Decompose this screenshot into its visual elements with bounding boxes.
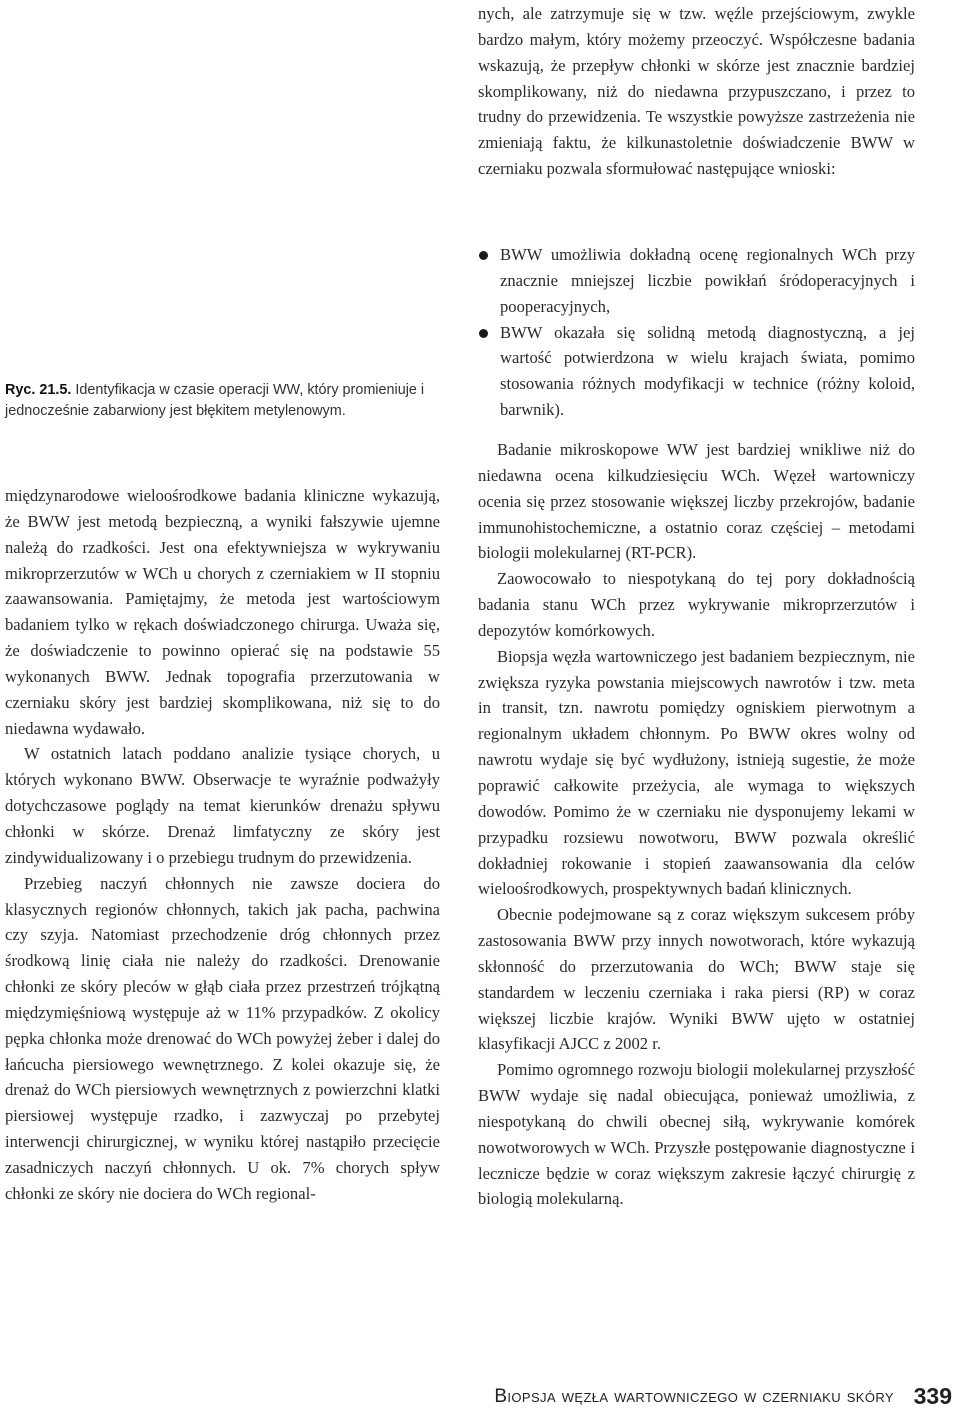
paragraph: nych, ale zatrzymuje się w tzw. węźle przejściowym, zwykle bardzo małym, który możemy przeoczyć. Współczesne badania wskazują, że przepływ chłonki w skórze jest znacznie bardziej skomplikowany, niż do niedawna przypuszczano, i przez to trudny do przewidzenia. Te wszystkie powyższe zastrzeżenia nie zmieniają faktu, że kilkunastoletnie doświadczenie BWW w czerniaku pozwala sformułować następujące wnioski: [478,4,915,179]
paragraph: Badanie mikroskopowe WW jest bardziej wnikliwe niż do niedawna ocena kilkudziesięciu WCh. Węzeł wartowniczy ocenia się przez stosowanie większej liczby przekrojów, badanie immunohistochemiczne, a ostatnio coraz częściej – metodami biologii molekularnej (RT-PCR). [478,440,915,563]
running-title: Biopsja węzła wartowniczego w czerniaku skóry [494,1386,894,1407]
page-footer [406,1383,954,1415]
paragraph: Biopsja węzła wartowniczego jest badaniem bezpiecznym, nie zwiększa ryzyka powstania miejscowych nawrotów i tzw. meta in transit, tzn. nawrotu pomiędzy ogniskiem pierwotnym a regionalnym układem chłonnym. Po BWW okres wolny od nawrotu wydaje się być wydłużony, istnieją sugestie, że może poprawić całkowite przeżycia, ale wymaga to większych dowodów. Pomimo że w czerniaku nie dysponujemy lekami w przypadku rozsiewu nowotworu, BWW pozwala określić dokładniej rokowanie i stopień zaawansowania dla celów wieloośrodkowych, prospektywnych badań klinicznych. [478,646,915,899]
bullet-dot-icon [479,251,488,260]
figure-label: Ryc. 21.5. [5,382,72,398]
paragraph: międzynarodowe wieloośrodkowe badania kliniczne wykazują, że BWW jest metodą bezpieczną, a wyniki fałszywie ujemne należą do rzadkości. Jest ona efektywniejsza w wykrywaniu mikroprzerzutów w WCh u chorych z czerniakiem w II stopniu zaawansowania. Pamiętajmy, że metoda jest wartościowym badaniem tylko w rękach doświadczonego chirurga. Uważa się, że doświadczenie to powinno opierać się na podstawie 55 wykonanych BWW. Jednak topografia przerzutowania w czerniaku skóry jest bardziej skomplikowana, niż się to do niedawna wydawało. [5,486,440,738]
list-item-text: BWW umożliwia dokładną ocenę regionalnych WCh przy znacznie mniejszej liczbie powikłań śródoperacyjnych i pooperacyjnych, [500,245,915,316]
figure-caption-text: Identyfikacja w czasie operacji WW, który promieniuje i jednocześnie zabarwiony jest błękitem metylenowym. [5,382,425,419]
page-number: 339 [913,1383,952,1409]
conclusions-list [478,242,915,423]
bullet-dot-icon [479,329,488,338]
paragraph: Pomimo ogromnego rozwoju biologii molekularnej przyszłość BWW wydaje się nadal obiecująca, ponieważ umożliwia, z niespotykaną do chwili obecnej siłą, wykrywanie komórek nowotworowych w WCh. Przyszłe postępowanie diagnostyczne i lecznicze będzie w coraz większym zakresie łączyć chirurgię z biologią molekularną. [478,1060,915,1209]
list-item [478,242,915,320]
right-column-top [478,1,915,182]
paragraph: Zaowocowało to niespotykaną do tej pory dokładnością badania stanu WCh przez wykrywanie mikroprzerzutów i depozytów komórkowych. [478,569,915,640]
paragraph: Obecnie podejmowane są z coraz większym sukcesem próby zastosowania BWW przy innych nowotworach, które wykazują skłonność do przerzutowania do WCh; BWW staje się standardem w leczeniu czerniaka i raka piersi (RP) w coraz większej liczbie krajów. Wyniki BWW ujęto w ostatniej klasyfikacji AJCC z 2002 r. [478,905,915,1054]
list-item [478,320,915,423]
left-column [5,483,440,1207]
paragraph: W ostatnich latach poddano analizie tysiące chorych, u których wykonano BWW. Obserwacje te wyraźnie podważyły dotychczasowe poglądy na temat kierunków drenażu spływu chłonki w skórze. Drenaż limfatyczny ze skóry jest zindywidualizowany i o przebiegu trudnym do przewidzenia. [5,744,440,867]
list-item-text: BWW okazała się solidną metodą diagnostyczną, a jej wartość potwierdzona w wielu krajach świata, pomimo stosowania różnych modyfikacji w technice (różny koloid, barwnik). [500,322,915,420]
figure-caption [5,380,445,422]
right-column-bottom [478,437,915,1212]
paragraph: Przebieg naczyń chłonnych nie zawsze dociera do klasycznych regionów chłonnych, takich jak pacha, pachwina czy szyja. Natomiast przechodzenie dróg chłonnych przez środkową linię ciała nie należy do rzadkości. Drenowanie chłonki ze skóry pleców w głąb ciała przez przestrzeń trójkątną międzymięśniową występuje aż w 11% przypadków. Z okolicy pępka chłonka może drenować do WCh powyżej żeber i dalej do łańcucha piersiowego wewnętrznego. Z kolei okazuje się, że drenaż do WCh piersiowych wewnętrznych z powierzchni klatki piersiowej występuje rzadko, i zazwyczaj po przebytej interwencji chirurgicznej, w wyniku której nastąpiło przecięcie zasadniczych naczyń chłonnych. U ok. 7% chorych spływ chłonki ze skóry nie dociera do WCh regional- [5,873,440,1203]
